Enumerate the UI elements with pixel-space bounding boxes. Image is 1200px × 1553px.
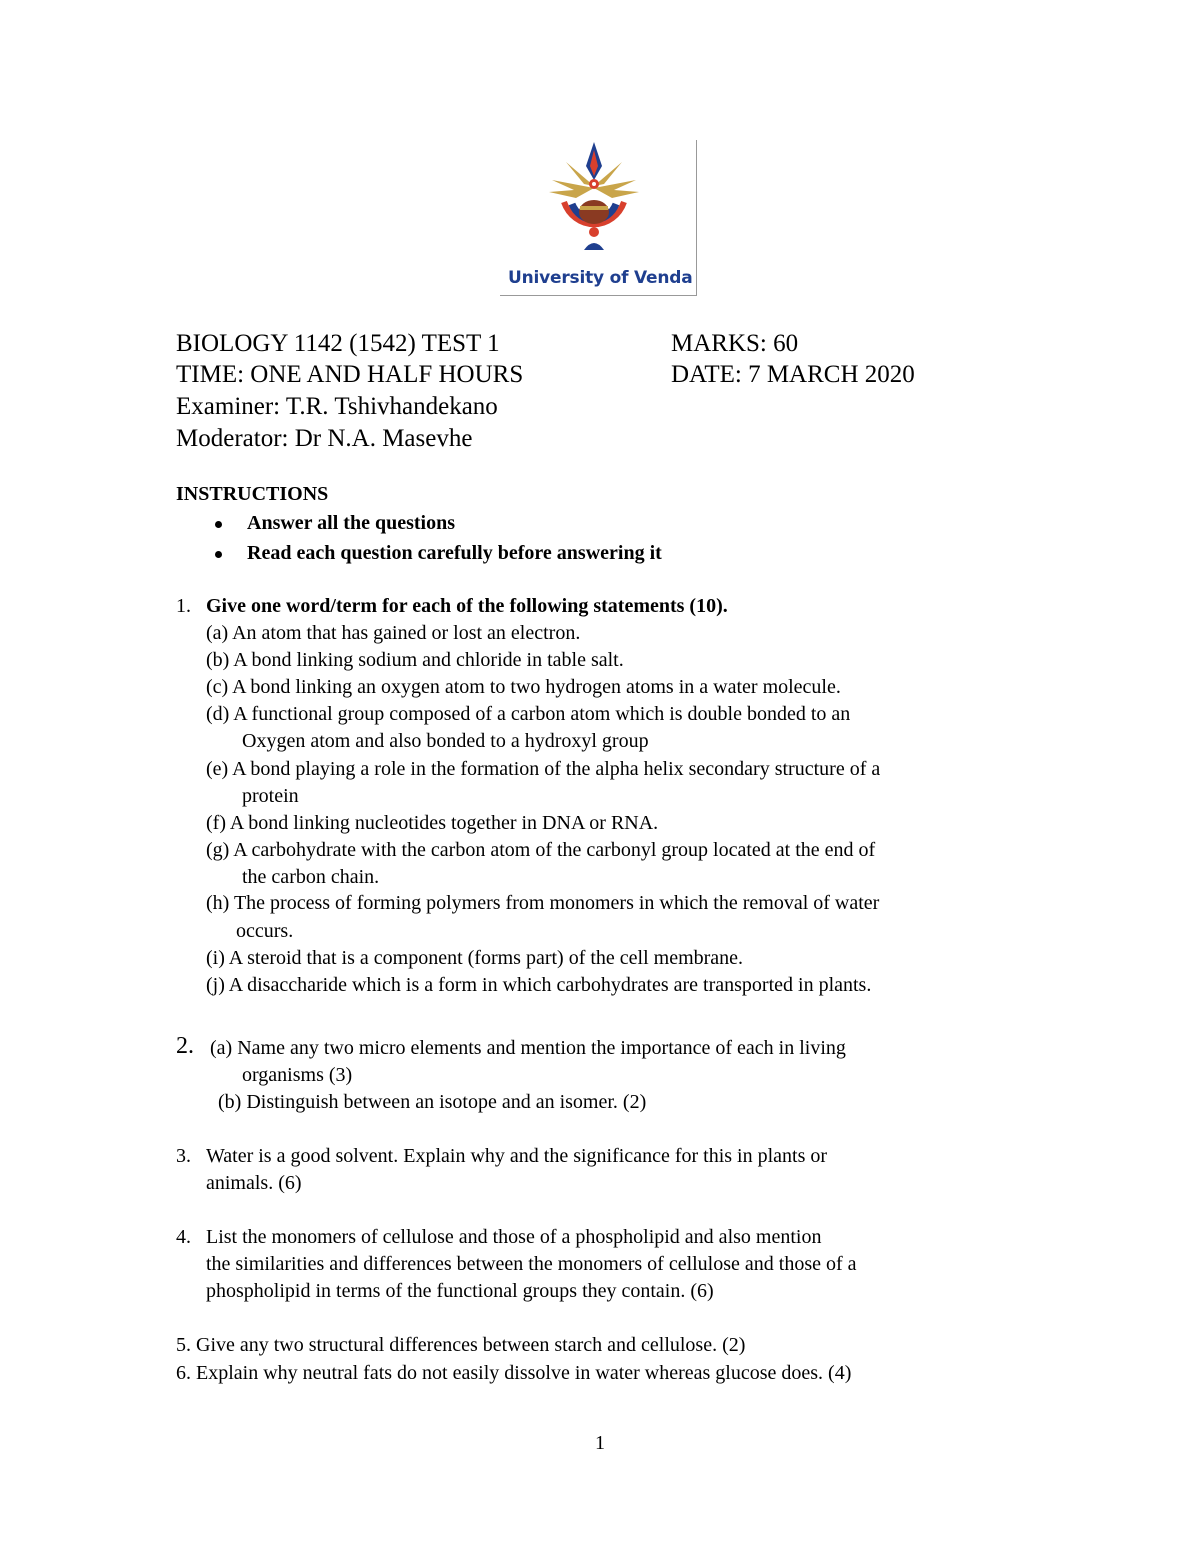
logo-border-right bbox=[696, 140, 697, 296]
question-1i: (i) A steroid that is a component (forms part) of the cell membrane. bbox=[206, 947, 744, 969]
question-4-line-3: phospholipid in terms of the functional groups they contain. (6) bbox=[206, 1280, 714, 1302]
question-1j: (j) A disaccharide which is a form in which carbohydrates are transported in plants. bbox=[206, 974, 872, 996]
question-1e-cont: protein bbox=[242, 785, 299, 807]
question-4-line-2: the similarities and differences between the monomers of cellulose and those of a bbox=[206, 1253, 857, 1275]
question-2a: (a) Name any two micro elements and mention the importance of each in living bbox=[210, 1037, 846, 1059]
moderator-name: Moderator: Dr N.A. Masevhe bbox=[176, 425, 473, 452]
question-2b: (b) Distinguish between an isotope and an isomer. (2) bbox=[218, 1091, 647, 1113]
question-3-line-2: animals. (6) bbox=[206, 1172, 302, 1194]
question-1b: (b) A bond linking sodium and chloride in table salt. bbox=[206, 649, 624, 671]
question-1g: (g) A carbohydrate with the carbon atom of the carbonyl group located at the end of bbox=[206, 839, 876, 861]
question-6: 6. Explain why neutral fats do not easily dissolve in water whereas glucose does. (4) bbox=[176, 1362, 852, 1384]
instruction-item: Answer all the questions bbox=[247, 512, 455, 534]
question-1a: (a) An atom that has gained or lost an electron. bbox=[206, 622, 581, 644]
question-1-number: 1. bbox=[176, 595, 191, 617]
page-number: 1 bbox=[595, 1432, 605, 1454]
question-1d-cont: Oxygen atom and also bonded to a hydroxyl group bbox=[242, 730, 649, 752]
question-2-number: 2. bbox=[176, 1033, 194, 1059]
university-crest-icon bbox=[544, 140, 644, 265]
marks-total: MARKS: 60 bbox=[671, 330, 799, 357]
question-1h: (h) The process of forming polymers from monomers in which the removal of water bbox=[206, 892, 880, 914]
examiner-name: Examiner: T.R. Tshivhandekano bbox=[176, 393, 498, 420]
question-1h-cont: occurs. bbox=[236, 920, 294, 942]
bullet-icon bbox=[215, 521, 222, 528]
question-1g-cont: the carbon chain. bbox=[242, 866, 380, 888]
question-1d: (d) A functional group composed of a carbon atom which is double bonded to an bbox=[206, 703, 851, 725]
course-title: BIOLOGY 1142 (1542) TEST 1 bbox=[176, 330, 500, 357]
question-4-line-1: List the monomers of cellulose and those of a phospholipid and also mention bbox=[206, 1226, 822, 1248]
instruction-item: Read each question carefully before answering it bbox=[247, 542, 662, 564]
question-2a-cont: organisms (3) bbox=[242, 1064, 353, 1086]
university-logo bbox=[500, 140, 698, 296]
question-3-line-1: Water is a good solvent. Explain why and the significance for this in plants or bbox=[206, 1145, 828, 1167]
test-date: DATE: 7 MARCH 2020 bbox=[671, 361, 915, 388]
university-name: University of Venda bbox=[508, 268, 693, 288]
question-1e: (e) A bond playing a role in the formation of the alpha helix secondary structure of a bbox=[206, 758, 881, 780]
question-3-number: 3. bbox=[176, 1145, 191, 1167]
instructions-heading: INSTRUCTIONS bbox=[176, 483, 329, 505]
logo-border-bottom bbox=[500, 295, 697, 296]
question-1c: (c) A bond linking an oxygen atom to two hydrogen atoms in a water molecule. bbox=[206, 676, 841, 698]
bullet-icon bbox=[215, 551, 222, 558]
question-1f: (f) A bond linking nucleotides together in DNA or RNA. bbox=[206, 812, 659, 834]
question-1-stem: Give one word/term for each of the following statements (10). bbox=[206, 595, 728, 617]
time-allowed: TIME: ONE AND HALF HOURS bbox=[176, 361, 524, 388]
question-4-number: 4. bbox=[176, 1226, 191, 1248]
question-5: 5. Give any two structural differences between starch and cellulose. (2) bbox=[176, 1334, 746, 1356]
